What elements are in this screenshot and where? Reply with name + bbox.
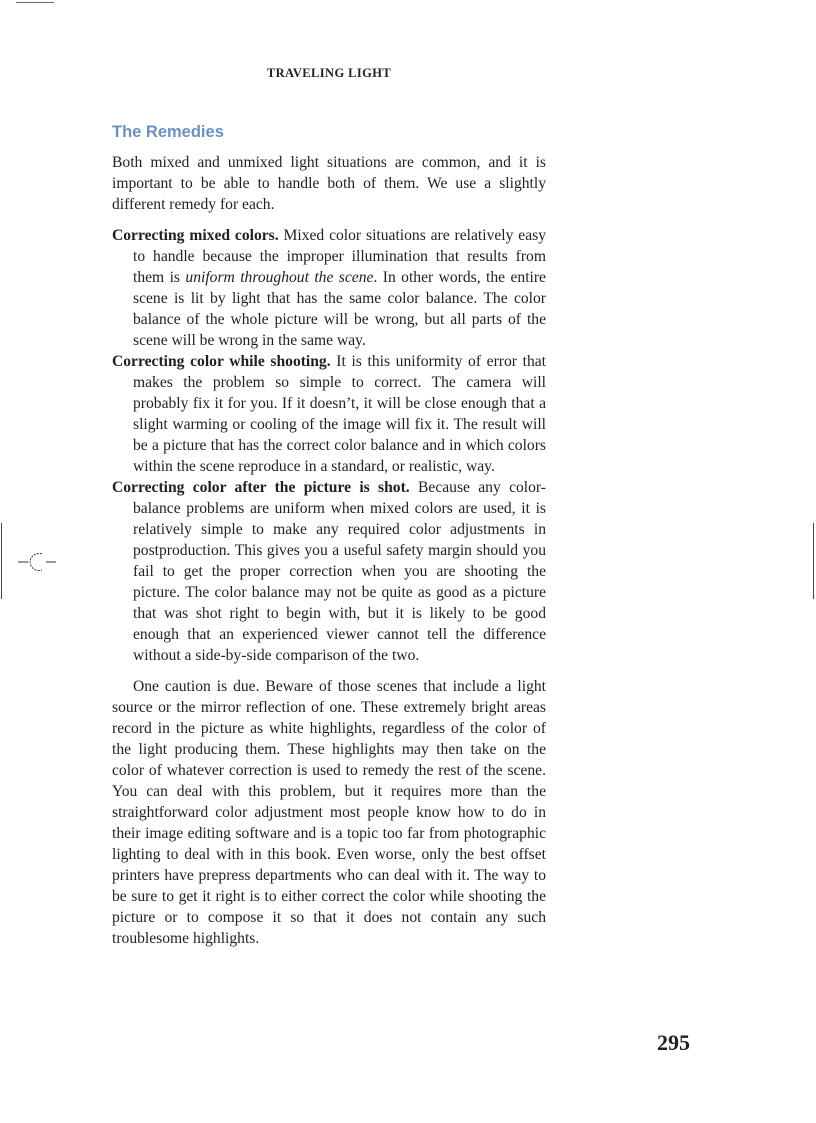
definition-text: It is this uniformity of error that makes the problem so simple to correct. The camera will probably fix it for you. If it doesn’t, it will be close enough that a slight warming or cooling of the image will fix it. The result will be a picture that has the correct color balance and in which colors within the scene reproduce in a standard, or realistic, way.: [133, 353, 546, 475]
definition-text: . In other words, the entire scene is lit by light that has the same color balance. The color balance of the whole picture will be wrong, but all parts of the scene will be wrong in the same way.: [133, 269, 546, 349]
definition-term: Correcting color after the picture is shot.: [112, 479, 410, 496]
definition-item-while-shooting: [112, 351, 546, 477]
definition-item-after-shot: [112, 477, 546, 666]
definition-emphasis: uniform throughout the scene: [185, 269, 374, 286]
body-text: [112, 152, 546, 949]
running-head: TRAVELING LIGHT: [266, 66, 392, 80]
definition-term: Correcting color while shooting.: [112, 353, 331, 370]
margin-line-right: [813, 523, 814, 599]
crop-mark-top: [16, 2, 54, 3]
definition-term: Correcting mixed colors.: [112, 227, 279, 244]
caution-paragraph: One caution is due. Beware of those scenes that include a light source or the mirror reflection of one. These extremely bright areas record in the picture as white highlights, regardless of the color of the light producing them. These highlights may then take on the color of whatever correction is used to remedy the rest of the scene. You can deal with this problem, but it requires more than the straightforward color adjustment most people know how to do in their image editing software and is a topic too far from photographic lighting to deal with in this book. Even worse, only the best offset printers have prepress departments who can deal with it. The way to be sure to get it right is to either correct the color while shooting the picture or to compose it so that it does not contain any such troublesome highlights.: [112, 678, 546, 947]
definition-item-mixed-colors: [112, 225, 546, 351]
section-heading: The Remedies: [112, 123, 224, 141]
margin-line-left: [1, 523, 2, 599]
intro-paragraph: Both mixed and unmixed light situations are common, and it is important to be able to handle both of them. We use a slightly different remedy for each.: [112, 154, 546, 213]
definition-text: Because any color-balance problems are uniform when mixed colors are used, it is relatively simple to make any required color adjustments in postproduction. This gives you a useful safety margin should you fail to get the proper correction when you are shooting the picture. The color balance may not be quite as good as a picture that was shot right to begin with, but it is likely to be good enough that an experienced viewer cannot tell the difference without a side-by-side comparison of the two.: [133, 479, 546, 664]
definition-text: Mixed color situations are relatively easy to handle because the improper illumination that results from them is: [133, 227, 546, 286]
registration-mark: [18, 548, 56, 578]
page-number: 295: [657, 1030, 690, 1055]
